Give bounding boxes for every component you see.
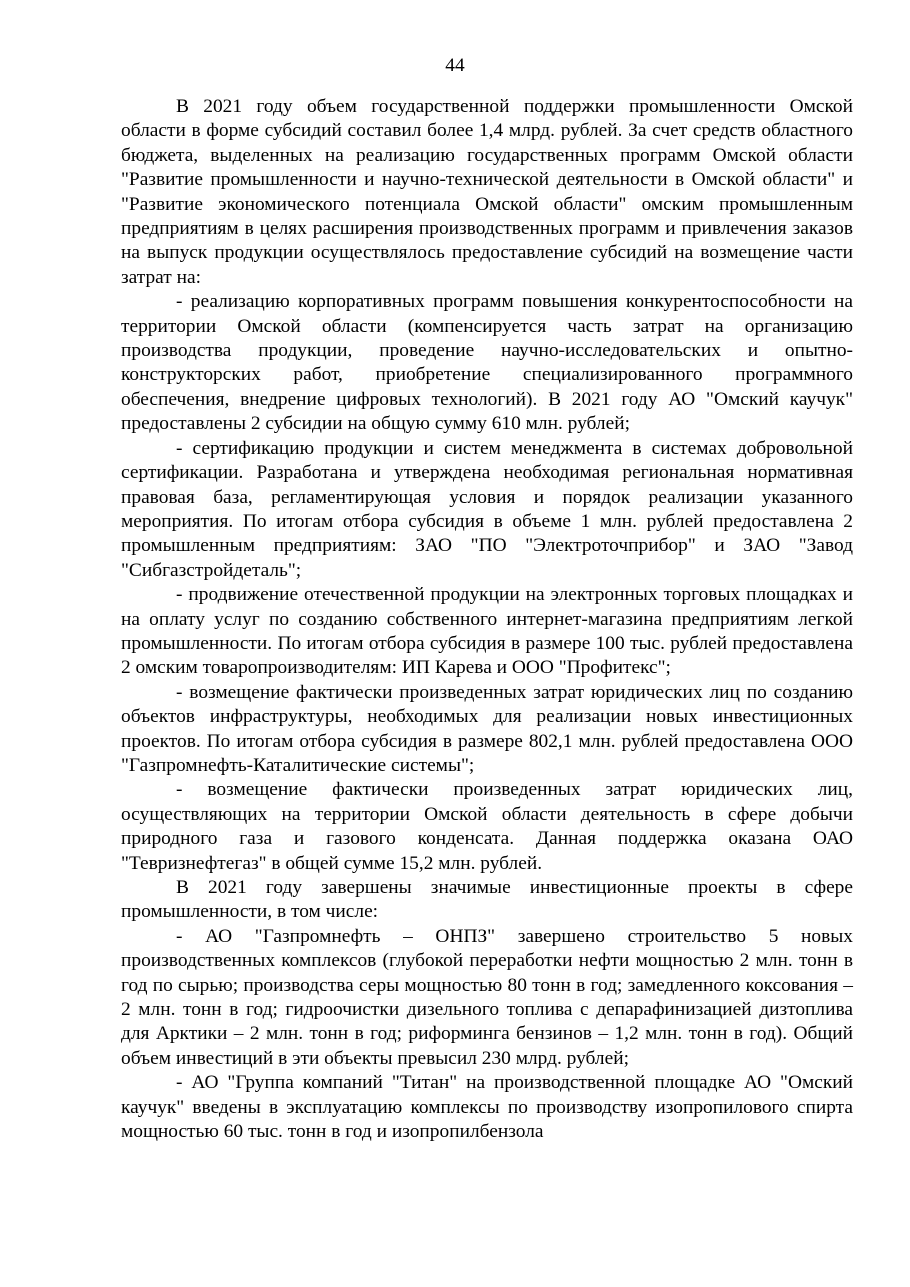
list-item-titan: - АО "Группа компаний "Титан" на производственной площадке АО "Омский каучук" введены в эксплуатацию комплексы по производству изопропилового спирта мощностью 60 тыс. тонн в год и изопропилбензола: [121, 1072, 853, 1143]
list-item-onpz: - АО "Газпромнефть – ОНПЗ" завершено строительство 5 новых производственных комплексов (глубокой переработки нефти мощностью 2 млн. тонн в год по сырью; производства серы мощностью 80 тонн в год; замедленного коксования – 2 млн. тонн в год; гидроочистки дизельного топлива с депарафинизацией дизтоплива для Арктики – 2 млн. тонн в год; риформинга бензинов – 1,2 млн. тонн в год). Общий объем инвестиций в эти объекты превысил 230 млрд. рублей;: [121, 925, 853, 1069]
list-item-certification: - сертификацию продукции и систем менеджмента в системах добровольной сертификации. Разработана и утверждена необходимая региональная нормативная правовая база, регламентирующая условия и порядок реализации указанного мероприятия. По итогам отбора субсидия в объеме 1 млн. рублей предоставлена 2 промышленным предприятиям: ЗАО "ПО "Электроточприбор" и ЗАО "Завод "Сибгазстройдеталь";: [121, 437, 853, 581]
paragraph-investment-projects: В 2021 году завершены значимые инвестиционные проекты в сфере промышленности, в том числе:: [121, 877, 853, 923]
list-item-corporate-programs: - реализацию корпоративных программ повышения конкурентоспособности на территории Омской области (компенсируется часть затрат на организацию производства продукции, проведение научно-исследовательских и опытно-конструкторских работ, приобретение специализированного программного обеспечения, внедрение цифровых технологий). В 2021 году АО "Омский каучук" предоставлены 2 субсидии на общую сумму 610 млн. рублей;: [121, 291, 853, 435]
list-item-infrastructure: - возмещение фактически произведенных затрат юридических лиц по созданию объектов инфраструктуры, необходимых для реализации новых инвестиционных проектов. По итогам отбора субсидия в размере 802,1 млн. рублей предоставлена ООО "Газпромнефть-Каталитические системы";: [121, 681, 853, 776]
body-text: [121, 95, 853, 1144]
list-item-e-commerce: - продвижение отечественной продукции на электронных торговых площадках и на оплату услуг по созданию собственного интернет-магазина предприятиям легкой промышленности. По итогам отбора субсидия в размере 100 тыс. рублей предоставлена 2 омским товаропроизводителям: ИП Карева и ООО "Профитекс";: [121, 584, 853, 679]
list-item-gas-extraction: - возмещение фактически произведенных затрат юридических лиц, осуществляющих на территории Омской области деятельность в сфере добычи природного газа и газового конденсата. Данная поддержка оказана ОАО "Тевризнефтегаз" в общей сумме 15,2 млн. рублей.: [121, 779, 853, 874]
page-number: 44: [445, 55, 465, 76]
paragraph-intro: В 2021 году объем государственной поддержки промышленности Омской области в форме субсидий составил более 1,4 млрд. рублей. За счет средств областного бюджета, выделенных на реализацию государственных программ Омской области "Развитие промышленности и научно-технической деятельности в Омской области" и "Развитие экономического потенциала Омской области" омским промышленным предприятиям в целях расширения производственных программ и привлечения заказов на выпуск продукции осуществлялось предоставление субсидий на возмещение части затрат на:: [121, 96, 853, 288]
